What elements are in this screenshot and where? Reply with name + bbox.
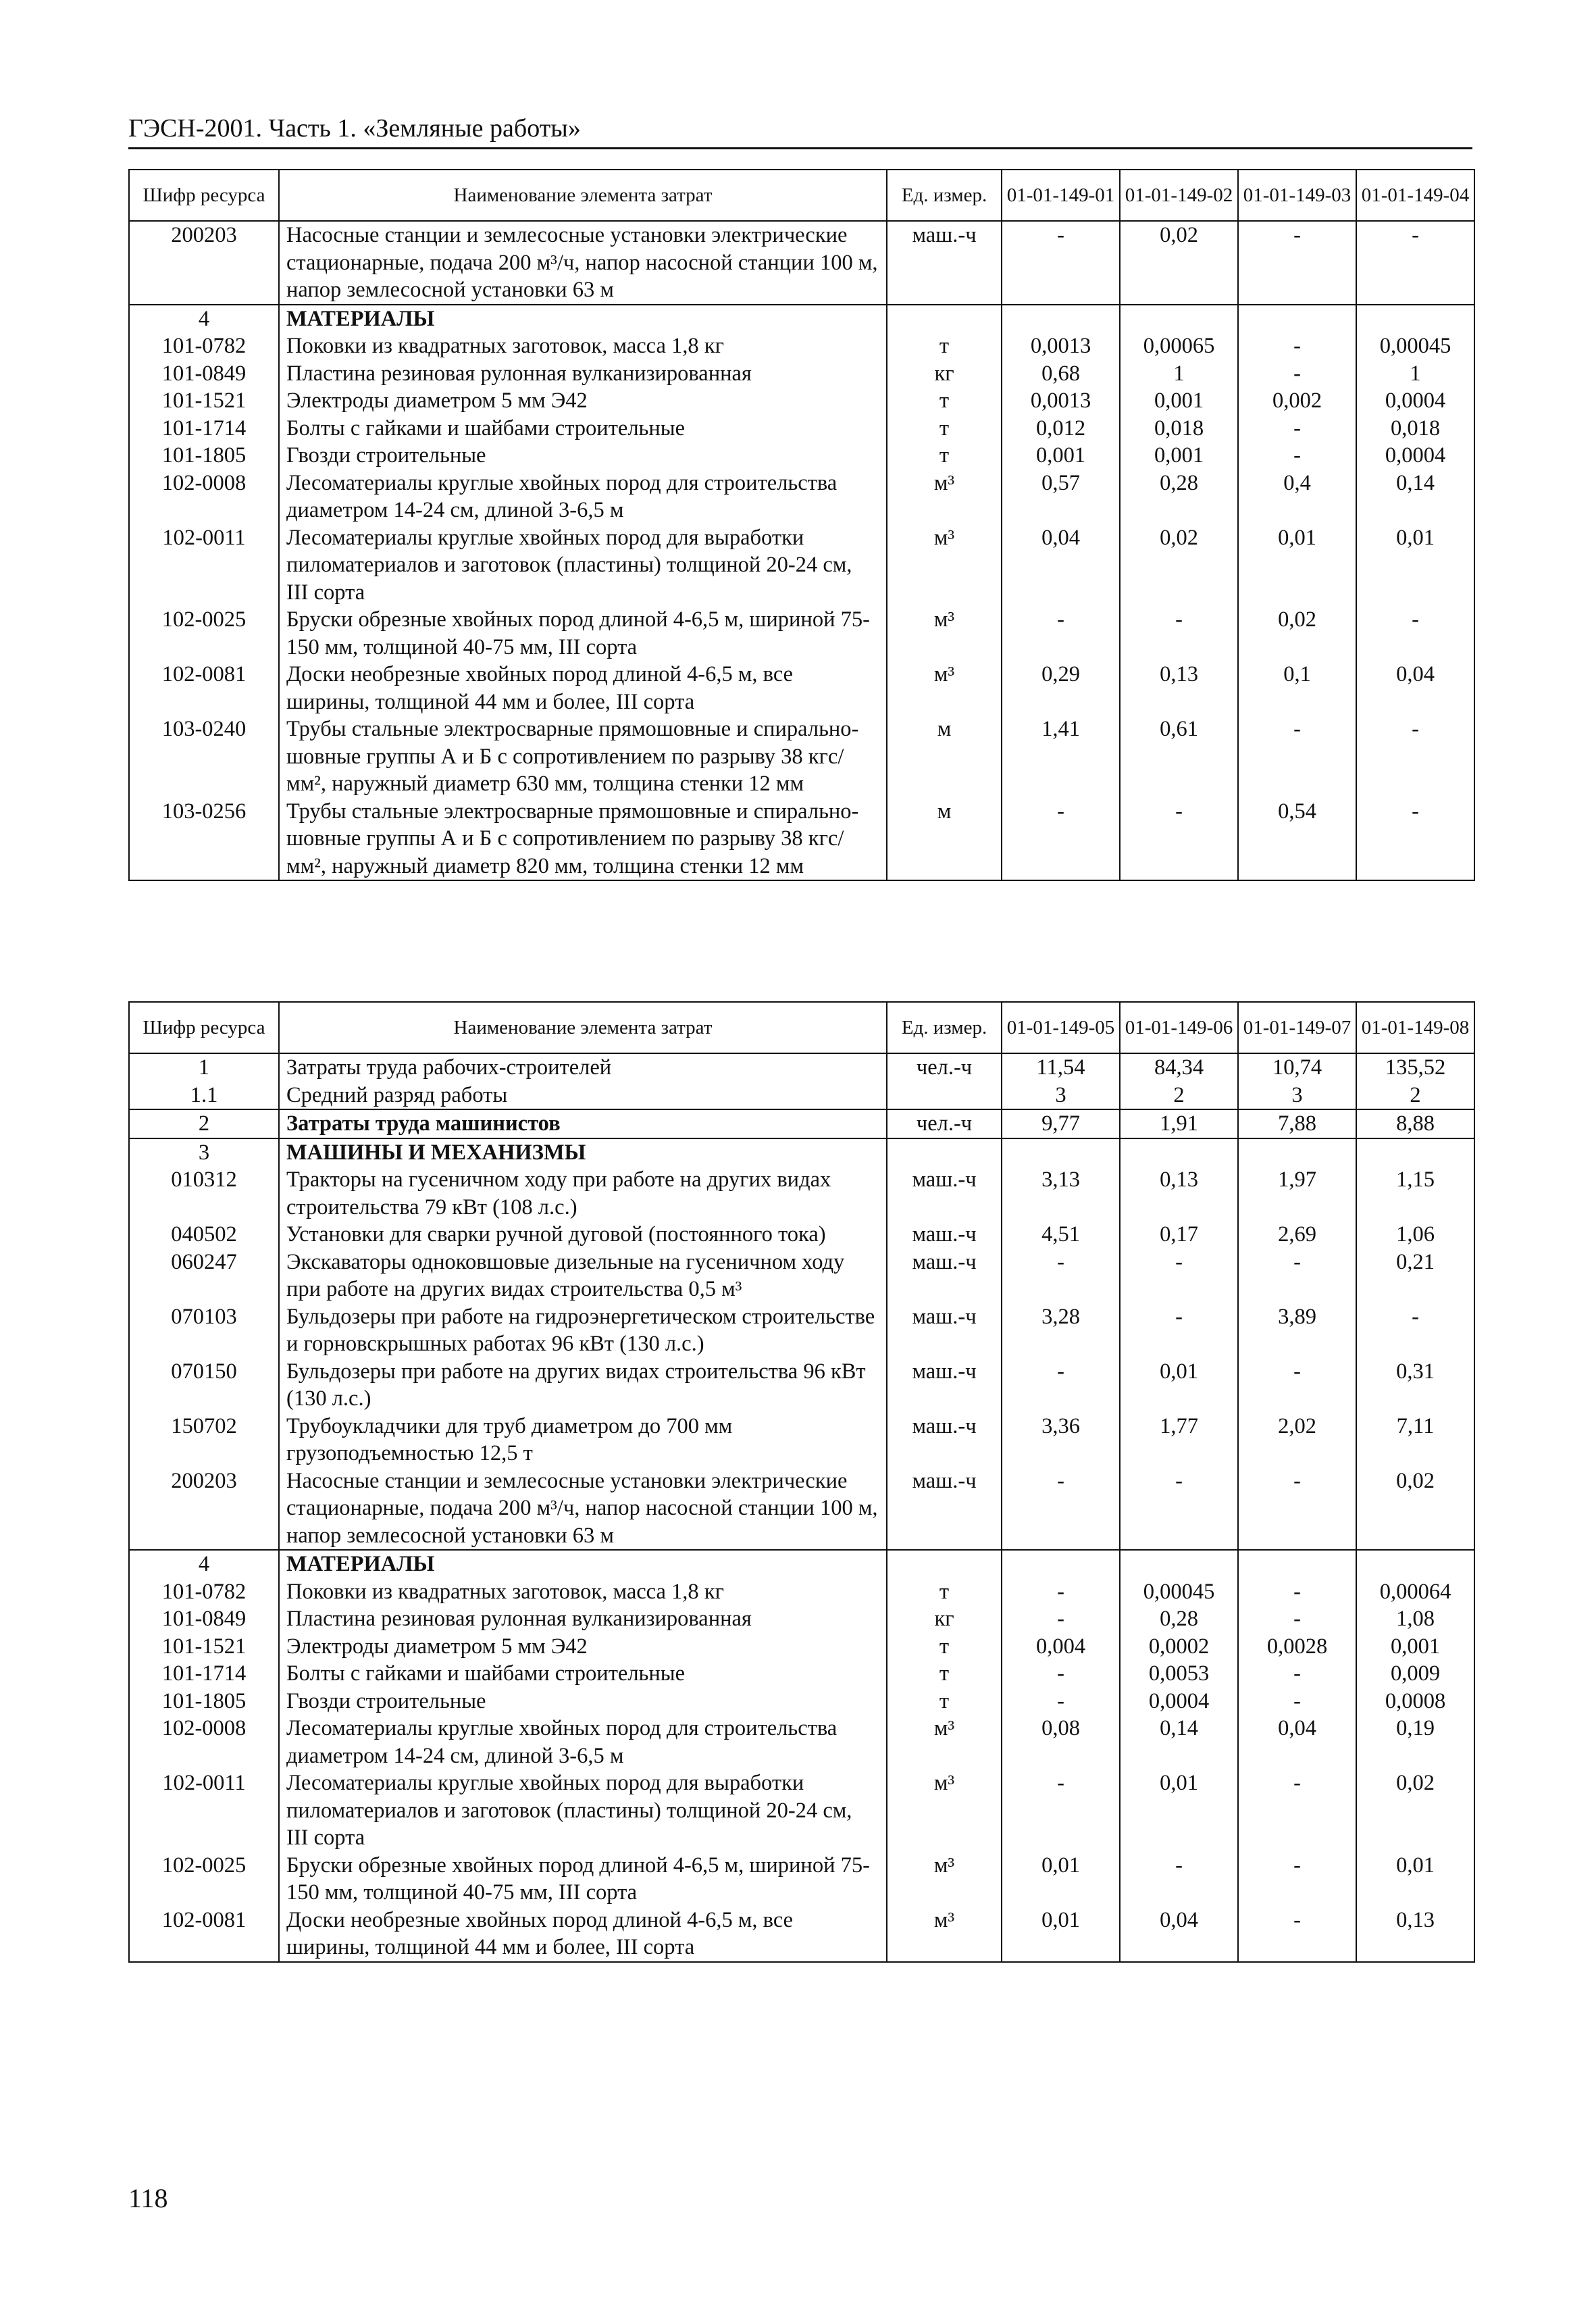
unit-cell: м³ bbox=[887, 524, 1002, 607]
cost-table-1 bbox=[128, 169, 1475, 881]
cost-element-name-cell: Бруски обрезные хвойных пород длиной 4-6,5 м, шириной 75-150 мм, толщиной 40-75 мм, III сорта bbox=[279, 1852, 887, 1907]
norm-value-cell: - bbox=[1238, 715, 1356, 798]
table-row bbox=[129, 1303, 1474, 1358]
resource-code-cell: 150702 bbox=[129, 1413, 279, 1467]
unit-cell: чел.-ч bbox=[887, 1053, 1002, 1082]
unit-cell bbox=[887, 305, 1002, 333]
norm-value-cell: - bbox=[1238, 221, 1356, 305]
norm-value-cell: - bbox=[1356, 715, 1474, 798]
resource-code-cell: 101-0782 bbox=[129, 1578, 279, 1606]
norm-value-cell: 2 bbox=[1120, 1082, 1238, 1110]
norm-value-cell: 0,01 bbox=[1002, 1907, 1120, 1962]
table-row bbox=[129, 1249, 1474, 1303]
norm-value-cell: - bbox=[1120, 1467, 1238, 1551]
cost-element-name-cell: Насосные станции и землесосные установки электрические стационарные, подача 200 м³/ч, напор насосной станции 100 м, напор землесосной установки 63 м bbox=[279, 221, 887, 305]
resource-code-cell: 070150 bbox=[129, 1358, 279, 1413]
norm-value-cell: 0,00064 bbox=[1356, 1578, 1474, 1606]
unit-cell: т bbox=[887, 387, 1002, 415]
norm-value-cell: - bbox=[1002, 606, 1120, 661]
norm-value-cell: - bbox=[1002, 1467, 1120, 1551]
norm-value-cell: 0,14 bbox=[1120, 1715, 1238, 1769]
norm-value-cell: 4,51 bbox=[1002, 1221, 1120, 1249]
cost-element-name-cell: Гвозди строительные bbox=[279, 1688, 887, 1715]
table-row bbox=[129, 1082, 1474, 1110]
cost-element-name-cell: Лесоматериалы круглые хвойных пород для выработки пиломатериалов и заготовок (пластины) толщиной 20-24 см, III сорта bbox=[279, 1769, 887, 1852]
norm-value-cell: 3,36 bbox=[1002, 1413, 1120, 1467]
norm-value-cell: 0,4 bbox=[1238, 470, 1356, 524]
norm-value-cell: 11,54 bbox=[1002, 1053, 1120, 1082]
unit-cell: маш.-ч bbox=[887, 1303, 1002, 1358]
norm-value-cell: - bbox=[1002, 221, 1120, 305]
cost-element-name-cell: Поковки из квадратных заготовок, масса 1,8 кг bbox=[279, 1578, 887, 1606]
cost-element-name-cell: Трубоукладчики для труб диаметром до 700 мм грузоподъемностью 12,5 т bbox=[279, 1413, 887, 1467]
table-row bbox=[129, 798, 1474, 881]
norm-value-cell bbox=[1002, 1138, 1120, 1167]
page-header bbox=[128, 114, 1472, 149]
resource-code-cell: 2 bbox=[129, 1109, 279, 1138]
unit-cell: м³ bbox=[887, 606, 1002, 661]
norm-value-cell bbox=[1120, 305, 1238, 333]
norm-value-cell: - bbox=[1238, 1769, 1356, 1852]
norm-value-cell: 0,28 bbox=[1120, 470, 1238, 524]
resource-code-cell: 102-0008 bbox=[129, 1715, 279, 1769]
unit-cell: маш.-ч bbox=[887, 1467, 1002, 1551]
table-row bbox=[129, 387, 1474, 415]
resource-code-cell: 102-0025 bbox=[129, 606, 279, 661]
resource-code-cell: 200203 bbox=[129, 221, 279, 305]
norm-value-cell: 0,01 bbox=[1120, 1769, 1238, 1852]
norm-value-cell bbox=[1238, 1550, 1356, 1578]
column-header-norm: 01-01-149-06 bbox=[1120, 1002, 1238, 1053]
norm-value-cell: 0,018 bbox=[1356, 415, 1474, 443]
norm-value-cell: 0,31 bbox=[1356, 1358, 1474, 1413]
page-number: 118 bbox=[128, 2183, 168, 2213]
resource-code-cell: 101-1521 bbox=[129, 1633, 279, 1661]
norm-value-cell: 0,01 bbox=[1356, 1852, 1474, 1907]
section-row bbox=[129, 1550, 1474, 1578]
norm-value-cell: 10,74 bbox=[1238, 1053, 1356, 1082]
column-header-norm: 01-01-149-05 bbox=[1002, 1002, 1120, 1053]
norm-value-cell: 0,68 bbox=[1002, 360, 1120, 388]
cost-element-name-cell: Бульдозеры при работе на других видах строительства 96 кВт (130 л.с.) bbox=[279, 1358, 887, 1413]
resource-code-cell: 101-1714 bbox=[129, 1660, 279, 1688]
section-row bbox=[129, 1138, 1474, 1167]
norm-value-cell: 0,01 bbox=[1002, 1852, 1120, 1907]
norm-value-cell bbox=[1356, 1138, 1474, 1167]
resource-code-cell: 3 bbox=[129, 1138, 279, 1167]
norm-value-cell: 0,19 bbox=[1356, 1715, 1474, 1769]
unit-cell bbox=[887, 1138, 1002, 1167]
table-row bbox=[129, 606, 1474, 661]
unit-cell: м³ bbox=[887, 1907, 1002, 1962]
norm-value-cell bbox=[1356, 305, 1474, 333]
column-header-norm: 01-01-149-03 bbox=[1238, 170, 1356, 221]
resource-code-cell: 010312 bbox=[129, 1166, 279, 1221]
cost-element-name-cell: Болты с гайками и шайбами строительные bbox=[279, 1660, 887, 1688]
resource-code-cell: 4 bbox=[129, 1550, 279, 1578]
norm-value-cell: 2,69 bbox=[1238, 1221, 1356, 1249]
norm-value-cell: 1,06 bbox=[1356, 1221, 1474, 1249]
resource-code-cell: 101-0849 bbox=[129, 1605, 279, 1633]
norm-value-cell: - bbox=[1002, 1249, 1120, 1303]
resource-code-cell: 101-1805 bbox=[129, 1688, 279, 1715]
unit-cell: м bbox=[887, 715, 1002, 798]
unit-cell: маш.-ч bbox=[887, 1249, 1002, 1303]
norm-value-cell: - bbox=[1238, 1660, 1356, 1688]
norm-value-cell: 3,13 bbox=[1002, 1166, 1120, 1221]
norm-value-cell: 0,01 bbox=[1356, 524, 1474, 607]
norm-value-cell: 0,28 bbox=[1120, 1605, 1238, 1633]
resource-code-cell: 101-0849 bbox=[129, 360, 279, 388]
table-row bbox=[129, 1852, 1474, 1907]
norm-value-cell: 0,001 bbox=[1002, 442, 1120, 470]
resource-code-cell: 200203 bbox=[129, 1467, 279, 1551]
resource-code-cell: 102-0081 bbox=[129, 661, 279, 715]
resource-code-cell: 103-0240 bbox=[129, 715, 279, 798]
cost-element-name-cell: МАТЕРИАЛЫ bbox=[279, 305, 887, 333]
norm-value-cell: - bbox=[1002, 1358, 1120, 1413]
cost-element-name-cell: Установки для сварки ручной дуговой (постоянного тока) bbox=[279, 1221, 887, 1249]
norm-value-cell: 0,29 bbox=[1002, 661, 1120, 715]
norm-value-cell: - bbox=[1238, 1578, 1356, 1606]
norm-value-cell: - bbox=[1238, 1688, 1356, 1715]
norm-value-cell: - bbox=[1238, 1249, 1356, 1303]
norm-value-cell: 0,17 bbox=[1120, 1221, 1238, 1249]
norm-value-cell: 1,97 bbox=[1238, 1166, 1356, 1221]
unit-cell: т bbox=[887, 1688, 1002, 1715]
column-header-name: Наименование элемента затрат bbox=[279, 1002, 887, 1053]
cost-element-name-cell: Средний разряд работы bbox=[279, 1082, 887, 1110]
resource-code-cell: 101-1805 bbox=[129, 442, 279, 470]
resource-code-cell: 1 bbox=[129, 1053, 279, 1082]
norm-value-cell: 0,04 bbox=[1238, 1715, 1356, 1769]
norm-value-cell: - bbox=[1356, 221, 1474, 305]
norm-value-cell: 0,02 bbox=[1238, 606, 1356, 661]
norm-value-cell: - bbox=[1002, 1769, 1120, 1852]
norm-value-cell: 0,00045 bbox=[1356, 332, 1474, 360]
norm-value-cell: - bbox=[1002, 1688, 1120, 1715]
norm-value-cell: - bbox=[1238, 1605, 1356, 1633]
document-title: ГЭСН-2001. Часть 1. «Земляные работы» bbox=[128, 114, 581, 143]
unit-cell: м³ bbox=[887, 470, 1002, 524]
norm-value-cell: - bbox=[1238, 332, 1356, 360]
resource-code-cell: 101-0782 bbox=[129, 332, 279, 360]
unit-cell: маш.-ч bbox=[887, 1413, 1002, 1467]
norm-value-cell: 0,0028 bbox=[1238, 1633, 1356, 1661]
column-header-norm: 01-01-149-01 bbox=[1002, 170, 1120, 221]
resource-code-cell: 102-0081 bbox=[129, 1907, 279, 1962]
table-row bbox=[129, 1605, 1474, 1633]
resource-code-cell: 102-0011 bbox=[129, 1769, 279, 1852]
norm-value-cell: 0,0013 bbox=[1002, 387, 1120, 415]
norm-value-cell: - bbox=[1002, 798, 1120, 881]
norm-value-cell: 0,002 bbox=[1238, 387, 1356, 415]
norm-value-cell: 0,0013 bbox=[1002, 332, 1120, 360]
norm-value-cell: 0,0053 bbox=[1120, 1660, 1238, 1688]
norm-value-cell bbox=[1238, 305, 1356, 333]
cost-element-name-cell: Затраты труда машинистов bbox=[279, 1109, 887, 1138]
table-row bbox=[129, 1578, 1474, 1606]
norm-value-cell: 1,08 bbox=[1356, 1605, 1474, 1633]
norm-value-cell: - bbox=[1120, 798, 1238, 881]
cost-element-name-cell: Насосные станции и землесосные установки электрические стационарные, подача 200 м³/ч, напор насосной станции 100 м, напор землесосной установки 63 м bbox=[279, 1467, 887, 1551]
table-header-row bbox=[129, 1002, 1474, 1053]
norm-value-cell: 0,001 bbox=[1120, 387, 1238, 415]
norm-value-cell: 1 bbox=[1120, 360, 1238, 388]
resource-code-cell: 103-0256 bbox=[129, 798, 279, 881]
cost-element-name-cell: Затраты труда рабочих-строителей bbox=[279, 1053, 887, 1082]
norm-value-cell: 0,0008 bbox=[1356, 1688, 1474, 1715]
table-row bbox=[129, 1166, 1474, 1221]
norm-value-cell: 8,88 bbox=[1356, 1109, 1474, 1138]
norm-value-cell: - bbox=[1120, 1303, 1238, 1358]
norm-value-cell: 0,001 bbox=[1356, 1633, 1474, 1661]
cost-element-name-cell: Пластина резиновая рулонная вулканизированная bbox=[279, 1605, 887, 1633]
norm-value-cell: 0,04 bbox=[1120, 1907, 1238, 1962]
norm-value-cell: - bbox=[1356, 798, 1474, 881]
section-row bbox=[129, 305, 1474, 333]
unit-cell bbox=[887, 1550, 1002, 1578]
cost-element-name-cell: Тракторы на гусеничном ходу при работе на других видах строительства 79 кВт (108 л.с.) bbox=[279, 1166, 887, 1221]
cost-element-name-cell: Доски необрезные хвойных пород длиной 4-6,5 м, все ширины, толщиной 44 мм и более, III сорта bbox=[279, 1907, 887, 1962]
norm-value-cell: 0,009 bbox=[1356, 1660, 1474, 1688]
norm-value-cell: 0,13 bbox=[1356, 1907, 1474, 1962]
resource-code-cell: 102-0008 bbox=[129, 470, 279, 524]
norm-value-cell: 0,004 bbox=[1002, 1633, 1120, 1661]
norm-value-cell: 3,89 bbox=[1238, 1303, 1356, 1358]
norm-value-cell: - bbox=[1238, 360, 1356, 388]
table-row bbox=[129, 1660, 1474, 1688]
unit-cell: м bbox=[887, 798, 1002, 881]
cost-element-name-cell: Электроды диаметром 5 мм Э42 bbox=[279, 387, 887, 415]
norm-value-cell: 3,28 bbox=[1002, 1303, 1120, 1358]
norm-value-cell: 1,77 bbox=[1120, 1413, 1238, 1467]
norm-value-cell: 0,00065 bbox=[1120, 332, 1238, 360]
norm-value-cell: 2,02 bbox=[1238, 1413, 1356, 1467]
cost-table-2 bbox=[128, 1001, 1475, 1963]
unit-cell: м³ bbox=[887, 1852, 1002, 1907]
cost-element-name-cell: Доски необрезные хвойных пород длиной 4-6,5 м, все ширины, толщиной 44 мм и более, III сорта bbox=[279, 661, 887, 715]
norm-value-cell: 0,00045 bbox=[1120, 1578, 1238, 1606]
table-row bbox=[129, 1053, 1474, 1082]
norm-value-cell: 9,77 bbox=[1002, 1109, 1120, 1138]
unit-cell: м³ bbox=[887, 1769, 1002, 1852]
unit-cell: чел.-ч bbox=[887, 1109, 1002, 1138]
cost-element-name-cell: Бульдозеры при работе на гидроэнергетическом строительстве и горновскрышных работах 96 кВт (130 л.с.) bbox=[279, 1303, 887, 1358]
table-row bbox=[129, 1715, 1474, 1769]
norm-value-cell: 7,88 bbox=[1238, 1109, 1356, 1138]
norm-value-cell: 0,0002 bbox=[1120, 1633, 1238, 1661]
unit-cell: т bbox=[887, 1578, 1002, 1606]
cost-element-name-cell: Поковки из квадратных заготовок, масса 1,8 кг bbox=[279, 332, 887, 360]
resource-code-cell: 101-1521 bbox=[129, 387, 279, 415]
norm-value-cell: 0,61 bbox=[1120, 715, 1238, 798]
unit-cell: маш.-ч bbox=[887, 1166, 1002, 1221]
column-header-norm: 01-01-149-08 bbox=[1356, 1002, 1474, 1053]
norm-value-cell: - bbox=[1002, 1660, 1120, 1688]
unit-cell: маш.-ч bbox=[887, 221, 1002, 305]
table-row bbox=[129, 661, 1474, 715]
unit-cell: м³ bbox=[887, 1715, 1002, 1769]
unit-cell: маш.-ч bbox=[887, 1358, 1002, 1413]
norm-value-cell: 3 bbox=[1002, 1082, 1120, 1110]
table-row bbox=[129, 415, 1474, 443]
table-header-row bbox=[129, 170, 1474, 221]
section-row bbox=[129, 1109, 1474, 1138]
table-row bbox=[129, 442, 1474, 470]
norm-value-cell: - bbox=[1356, 606, 1474, 661]
column-header-norm: 01-01-149-02 bbox=[1120, 170, 1238, 221]
norm-value-cell: 1,15 bbox=[1356, 1166, 1474, 1221]
norm-value-cell: 0,02 bbox=[1120, 221, 1238, 305]
norm-value-cell: - bbox=[1238, 1852, 1356, 1907]
table-row bbox=[129, 221, 1474, 305]
resource-code-cell: 101-1714 bbox=[129, 415, 279, 443]
norm-value-cell: 0,54 bbox=[1238, 798, 1356, 881]
cost-element-name-cell: Электроды диаметром 5 мм Э42 bbox=[279, 1633, 887, 1661]
table-row bbox=[129, 1358, 1474, 1413]
cost-element-name-cell: Бруски обрезные хвойных пород длиной 4-6,5 м, шириной 75-150 мм, толщиной 40-75 мм, III сорта bbox=[279, 606, 887, 661]
column-header-code: Шифр ресурса bbox=[129, 170, 279, 221]
table-row bbox=[129, 1907, 1474, 1962]
norm-value-cell: 0,018 bbox=[1120, 415, 1238, 443]
norm-value-cell: 0,02 bbox=[1356, 1467, 1474, 1551]
norm-value-cell: 0,13 bbox=[1120, 661, 1238, 715]
column-header-norm: 01-01-149-04 bbox=[1356, 170, 1474, 221]
cost-element-name-cell: Гвозди строительные bbox=[279, 442, 887, 470]
unit-cell: т bbox=[887, 332, 1002, 360]
norm-value-cell: 1 bbox=[1356, 360, 1474, 388]
norm-value-cell: 2 bbox=[1356, 1082, 1474, 1110]
unit-cell: т bbox=[887, 442, 1002, 470]
norm-value-cell: - bbox=[1238, 1358, 1356, 1413]
norm-value-cell: 0,57 bbox=[1002, 470, 1120, 524]
table-row bbox=[129, 1467, 1474, 1551]
norm-value-cell: 0,13 bbox=[1120, 1166, 1238, 1221]
norm-value-cell: 84,34 bbox=[1120, 1053, 1238, 1082]
norm-value-cell: 0,04 bbox=[1356, 661, 1474, 715]
norm-value-cell: - bbox=[1238, 415, 1356, 443]
cost-element-name-cell: Трубы стальные электросварные прямошовные и спирально-шовные группы А и Б с сопротивлением по разрыву 38 кгс/мм², наружный диаметр 630 мм, толщина стенки 12 мм bbox=[279, 715, 887, 798]
norm-value-cell: - bbox=[1002, 1605, 1120, 1633]
unit-cell: т bbox=[887, 1633, 1002, 1661]
norm-value-cell: - bbox=[1356, 1303, 1474, 1358]
cost-element-name-cell: Трубы стальные электросварные прямошовные и спирально-шовные группы А и Б с сопротивлением по разрыву 38 кгс/мм², наружный диаметр 820 мм, толщина стенки 12 мм bbox=[279, 798, 887, 881]
norm-value-cell: - bbox=[1238, 442, 1356, 470]
cost-element-name-cell: Лесоматериалы круглые хвойных пород для выработки пиломатериалов и заготовок (пластины) толщиной 20-24 см, III сорта bbox=[279, 524, 887, 607]
resource-code-cell: 1.1 bbox=[129, 1082, 279, 1110]
norm-value-cell: - bbox=[1238, 1907, 1356, 1962]
norm-value-cell: 0,01 bbox=[1238, 524, 1356, 607]
norm-value-cell: - bbox=[1120, 606, 1238, 661]
norm-value-cell: - bbox=[1238, 1467, 1356, 1551]
norm-value-cell: 0,012 bbox=[1002, 415, 1120, 443]
norm-value-cell: 0,01 bbox=[1120, 1358, 1238, 1413]
cost-element-name-cell: Экскаваторы одноковшовые дизельные на гусеничном ходу при работе на других видах строительства 0,5 м³ bbox=[279, 1249, 887, 1303]
norm-value-cell: 1,91 bbox=[1120, 1109, 1238, 1138]
norm-value-cell bbox=[1002, 305, 1120, 333]
cost-element-name-cell: МАШИНЫ И МЕХАНИЗМЫ bbox=[279, 1138, 887, 1167]
norm-value-cell: 135,52 bbox=[1356, 1053, 1474, 1082]
resource-code-cell: 040502 bbox=[129, 1221, 279, 1249]
norm-value-cell: 0,1 bbox=[1238, 661, 1356, 715]
table-row bbox=[129, 1413, 1474, 1467]
column-header-name: Наименование элемента затрат bbox=[279, 170, 887, 221]
norm-value-cell: 0,14 bbox=[1356, 470, 1474, 524]
column-header-code: Шифр ресурса bbox=[129, 1002, 279, 1053]
norm-value-cell bbox=[1120, 1138, 1238, 1167]
norm-value-cell: 3 bbox=[1238, 1082, 1356, 1110]
cost-element-name-cell: Пластина резиновая рулонная вулканизированная bbox=[279, 360, 887, 388]
norm-value-cell: 0,04 bbox=[1002, 524, 1120, 607]
table-row bbox=[129, 360, 1474, 388]
resource-code-cell: 102-0011 bbox=[129, 524, 279, 607]
norm-value-cell bbox=[1002, 1550, 1120, 1578]
norm-value-cell: 0,02 bbox=[1356, 1769, 1474, 1852]
unit-cell: кг bbox=[887, 1605, 1002, 1633]
table-row bbox=[129, 332, 1474, 360]
unit-cell: т bbox=[887, 415, 1002, 443]
norm-value-cell: 0,02 bbox=[1120, 524, 1238, 607]
table-row bbox=[129, 1688, 1474, 1715]
unit-cell: маш.-ч bbox=[887, 1221, 1002, 1249]
table-row bbox=[129, 1769, 1474, 1852]
table-row bbox=[129, 715, 1474, 798]
cost-element-name-cell: Болты с гайками и шайбами строительные bbox=[279, 415, 887, 443]
table-row bbox=[129, 1633, 1474, 1661]
table-row bbox=[129, 524, 1474, 607]
cost-element-name-cell: Лесоматериалы круглые хвойных пород для строительства диаметром 14-24 см, длиной 3-6,5 м bbox=[279, 470, 887, 524]
norm-value-cell: 0,001 bbox=[1120, 442, 1238, 470]
resource-code-cell: 070103 bbox=[129, 1303, 279, 1358]
norm-value-cell: 0,21 bbox=[1356, 1249, 1474, 1303]
norm-value-cell: 0,08 bbox=[1002, 1715, 1120, 1769]
unit-cell: т bbox=[887, 1660, 1002, 1688]
norm-value-cell bbox=[1120, 1550, 1238, 1578]
norm-value-cell: 1,41 bbox=[1002, 715, 1120, 798]
norm-value-cell: 0,0004 bbox=[1356, 442, 1474, 470]
norm-value-cell: - bbox=[1002, 1578, 1120, 1606]
table-row bbox=[129, 470, 1474, 524]
resource-code-cell: 102-0025 bbox=[129, 1852, 279, 1907]
column-header-unit: Ед. измер. bbox=[887, 1002, 1002, 1053]
unit-cell: м³ bbox=[887, 661, 1002, 715]
resource-code-cell: 060247 bbox=[129, 1249, 279, 1303]
column-header-unit: Ед. измер. bbox=[887, 170, 1002, 221]
norm-value-cell: 0,0004 bbox=[1356, 387, 1474, 415]
norm-value-cell bbox=[1356, 1550, 1474, 1578]
norm-value-cell bbox=[1238, 1138, 1356, 1167]
table-row bbox=[129, 1221, 1474, 1249]
resource-code-cell: 4 bbox=[129, 305, 279, 333]
column-header-norm: 01-01-149-07 bbox=[1238, 1002, 1356, 1053]
norm-value-cell: - bbox=[1120, 1249, 1238, 1303]
unit-cell: кг bbox=[887, 360, 1002, 388]
cost-element-name-cell: Лесоматериалы круглые хвойных пород для строительства диаметром 14-24 см, длиной 3-6,5 м bbox=[279, 1715, 887, 1769]
norm-value-cell: 7,11 bbox=[1356, 1413, 1474, 1467]
cost-element-name-cell: МАТЕРИАЛЫ bbox=[279, 1550, 887, 1578]
unit-cell bbox=[887, 1082, 1002, 1110]
norm-value-cell: 0,0004 bbox=[1120, 1688, 1238, 1715]
norm-value-cell: - bbox=[1120, 1852, 1238, 1907]
